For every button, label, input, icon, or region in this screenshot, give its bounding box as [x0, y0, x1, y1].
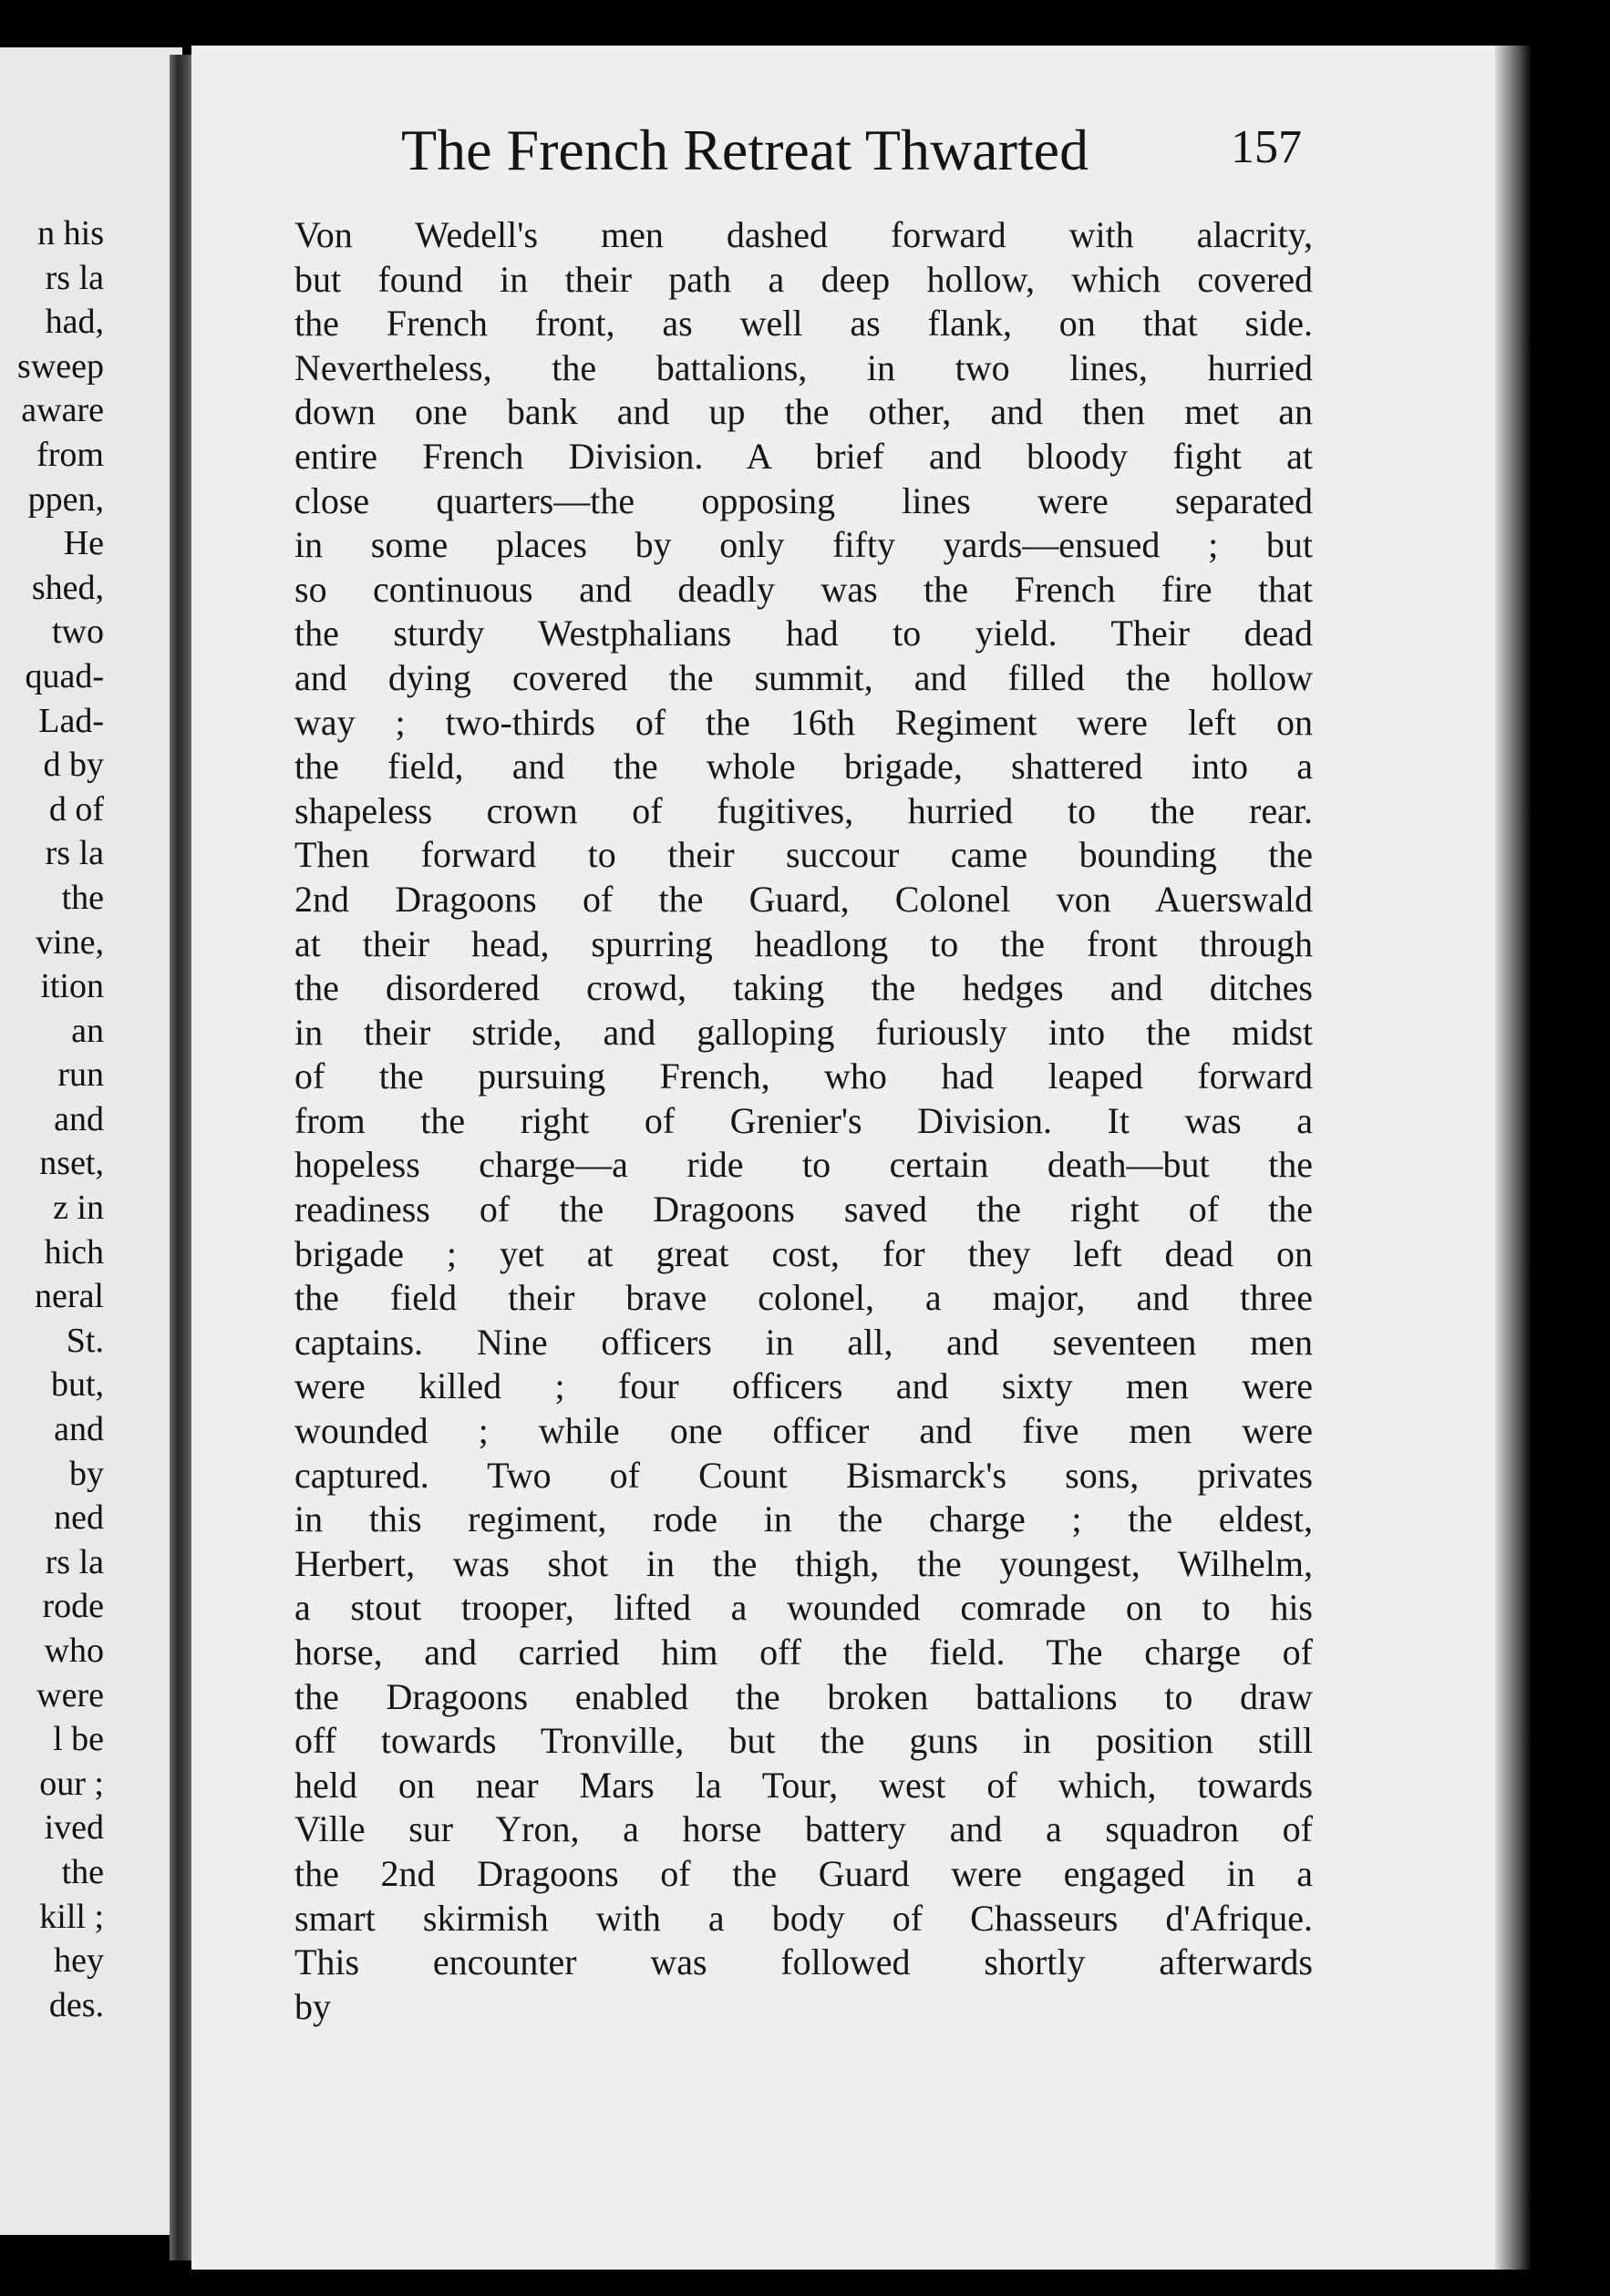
body-line: Nevertheless, the battalions, in two lines, hurried [294, 346, 1313, 388]
facing-page-line: run [57, 1055, 104, 1095]
body-line: so continuous and deadly was the French fire that [294, 568, 1313, 610]
body-line: in some places by only fifty yards—ensued ; but [294, 524, 1313, 566]
facing-page-line: rode [42, 1587, 104, 1626]
body-line: of the pursuing French, who had leaped forward [294, 1055, 1313, 1097]
body-line: close quarters—the opposing lines were separated [294, 479, 1313, 521]
body-line: but found in their path a deep hollow, which covered [294, 258, 1313, 300]
facing-page-line: quad- [25, 656, 104, 695]
facing-page-line: and [54, 1099, 104, 1138]
body-line: held on near Mars la Tour, west of which, towards [294, 1764, 1313, 1806]
facing-page-text-fragments [0, 211, 104, 2027]
body-line: wounded ; while one officer and five men were [294, 1410, 1313, 1452]
body-line: readiness of the Dragoons saved the right of the [294, 1189, 1313, 1230]
body-line: the French front, as well as flank, on that side. [294, 303, 1313, 345]
body-line: and dying covered the summit, and filled the hollow [294, 656, 1313, 698]
body-line: the 2nd Dragoons of the Guard were engaged in a [294, 1852, 1313, 1894]
body-line: in this regiment, rode in the charge ; the eldest, [294, 1498, 1313, 1540]
facing-page-line: Lad- [38, 701, 104, 740]
page-number: 157 [1231, 121, 1302, 173]
facing-page-line: sweep [17, 346, 104, 386]
facing-page-line: the [61, 878, 104, 917]
facing-page-line: He [63, 524, 104, 563]
facing-page-line: neral [35, 1277, 104, 1316]
facing-page-line: shed, [31, 568, 104, 607]
body-line: a stout trooper, lifted a wounded comrade on to his [294, 1587, 1313, 1629]
page-edge-shadow [1495, 46, 1532, 2270]
body-line: the field, and the whole brigade, shattered into a [294, 746, 1313, 788]
body-line: by [294, 1985, 331, 2027]
facing-page-line: had, [45, 303, 104, 342]
facing-page-line: St. [66, 1321, 104, 1360]
facing-page-line: who [44, 1632, 104, 1670]
body-line: 2nd Dragoons of the Guard, Colonel von Auerswald [294, 878, 1313, 920]
facing-page-line: n his [37, 214, 104, 252]
facing-page-line: our ; [39, 1764, 104, 1803]
facing-page-line: rs la [45, 258, 104, 297]
body-line: in their stride, and galloping furiously into the midst [294, 1011, 1313, 1053]
facing-page-line: des. [48, 1985, 104, 2024]
facing-page-line: z in [53, 1189, 104, 1228]
facing-page-left [0, 47, 182, 2235]
body-line: Then forward to their succour came bounding the [294, 834, 1313, 876]
facing-page-line: l be [53, 1720, 104, 1759]
facing-page-line: two [52, 613, 104, 652]
facing-page-line: nset, [39, 1144, 104, 1183]
body-line: the field their brave colonel, a major, and three [294, 1277, 1313, 1319]
body-line: Von Wedell's men dashed forward with alacrity, [294, 214, 1313, 255]
body-line: shapeless crown of fugitives, hurried to the rear. [294, 789, 1313, 831]
facing-page-line: rs la [45, 1542, 104, 1581]
facing-page-line: the [61, 1852, 104, 1891]
body-line: were killed ; four officers and sixty men were [294, 1365, 1313, 1407]
facing-page-line: kill ; [39, 1897, 104, 1936]
running-head: The French Retreat Thwarted [401, 118, 1089, 182]
facing-page-line: an [71, 1011, 104, 1050]
facing-page-line: but, [50, 1365, 104, 1405]
body-line: off towards Tronville, but the guns in position still [294, 1720, 1313, 1762]
body-line: smart skirmish with a body of Chasseurs d'Afrique. [294, 1897, 1313, 1939]
facing-page-line: ppen, [27, 479, 104, 519]
body-line: brigade ; yet at great cost, for they left dead on [294, 1232, 1313, 1274]
facing-page-line: aware [21, 391, 104, 430]
body-line: captured. Two of Count Bismarck's sons, privates [294, 1454, 1313, 1496]
body-line: horse, and carried him off the field. The charge of [294, 1632, 1313, 1673]
body-line: down one bank and up the other, and then met an [294, 391, 1313, 433]
facing-page-line: hey [54, 1941, 104, 1981]
facing-page-line: ned [54, 1498, 104, 1538]
body-line: captains. Nine officers in all, and seventeen men [294, 1321, 1313, 1363]
facing-page-line: from [36, 435, 104, 474]
body-line: the disordered crowd, taking the hedges and ditches [294, 967, 1313, 1009]
facing-page-line: vine, [36, 922, 104, 962]
body-line: the Dragoons enabled the broken battalions to draw [294, 1675, 1313, 1717]
body-line: Ville sur Yron, a horse battery and a squadron of [294, 1808, 1313, 1850]
facing-page-line: d by [43, 746, 104, 785]
body-line: way ; two-thirds of the 16th Regiment were left on [294, 701, 1313, 743]
facing-page-line: by [69, 1454, 104, 1493]
facing-page-line: were [36, 1675, 104, 1714]
body-line: at their head, spurring headlong to the front through [294, 922, 1313, 964]
facing-page-line: rs la [45, 834, 104, 873]
body-line: the sturdy Westphalians had to yield. Their dead [294, 613, 1313, 654]
body-text [294, 213, 1313, 2029]
body-line: Herbert, was shot in the thigh, the youngest, Wilhelm, [294, 1542, 1313, 1584]
body-line: from the right of Grenier's Division. It was a [294, 1099, 1313, 1141]
facing-page-line: ition [40, 967, 104, 1006]
facing-page-line: and [54, 1410, 104, 1449]
facing-page-line: hich [44, 1232, 104, 1272]
body-line: hopeless charge—a ride to certain death—but the [294, 1144, 1313, 1186]
facing-page-line: ived [44, 1808, 104, 1848]
facing-page-line: d of [48, 789, 104, 829]
body-line: This encounter was followed shortly afterwards [294, 1941, 1313, 1983]
body-line: entire French Division. A brief and bloody fight at [294, 435, 1313, 477]
